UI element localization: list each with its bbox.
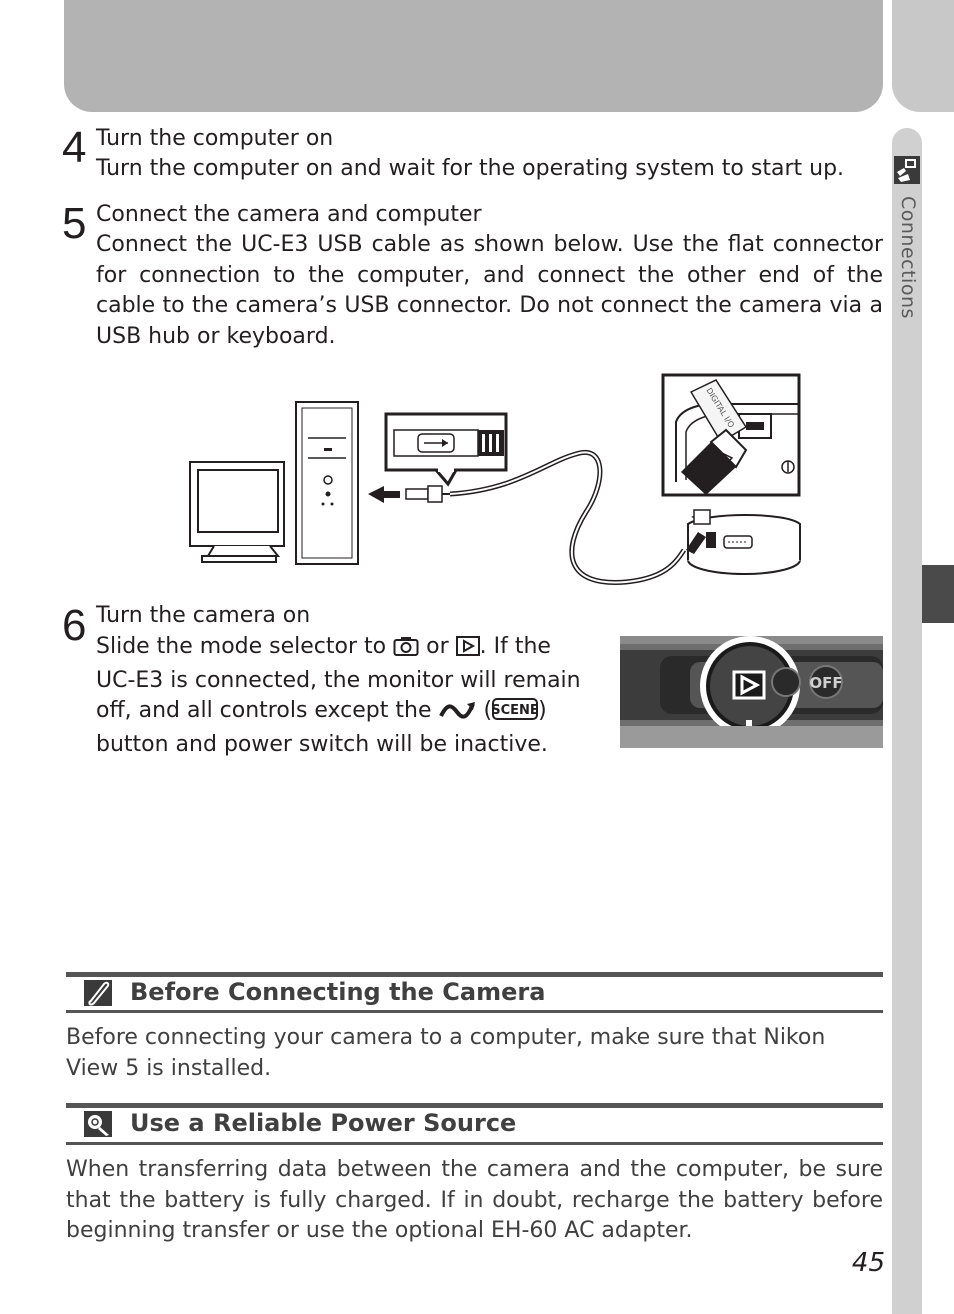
step-number: 6 xyxy=(62,601,87,650)
step-body: Turn the computer on and wait for the operating system to start up. xyxy=(96,156,845,181)
camera-mode-icon xyxy=(393,635,419,666)
step-number: 4 xyxy=(62,123,87,172)
note-body: Before connecting your camera to a computer, make sure that Nikon View 5 is installed. xyxy=(66,1025,826,1081)
note-body: When transferring data between the camera and the computer, be sure that the battery is fully charged. If in doubt, recharge the battery before beginning transfer or use the optional EH-60 AC adapter. xyxy=(66,1157,883,1243)
chapter-position-marker xyxy=(922,565,954,623)
scene-button-icon xyxy=(492,698,538,730)
page-number: 45 xyxy=(851,1248,885,1278)
transfer-icon xyxy=(439,699,477,730)
svg-text:OFF: OFF xyxy=(809,674,843,692)
header-bar xyxy=(64,0,883,112)
step-title: Turn the camera on xyxy=(96,603,311,628)
computer-tower-icon xyxy=(296,402,358,564)
note-title: Before Connecting the Camera xyxy=(130,978,546,1006)
connection-illustration xyxy=(186,372,806,592)
step-number: 5 xyxy=(62,199,87,248)
playback-mode-icon xyxy=(456,635,480,666)
camera-body-icon xyxy=(686,510,800,574)
mode-selector-illustration xyxy=(620,636,883,748)
pencil-note-icon xyxy=(84,980,112,1006)
svg-text:SCENE: SCENE xyxy=(492,703,539,718)
computer-monitor-icon xyxy=(190,462,284,562)
step-title: Turn the computer on xyxy=(96,126,334,151)
step-body: Slide the mode selector to or . If the UC-E3 is connected, the monitor will remain off, and all controls except the ( SCENE ) button and power switch will be inactive. xyxy=(96,634,581,757)
step-title: Connect the camera and computer xyxy=(96,202,482,227)
connections-icon xyxy=(894,156,920,184)
divider xyxy=(66,1142,883,1145)
note-title: Use a Reliable Power Source xyxy=(130,1109,517,1137)
divider xyxy=(66,1010,883,1013)
battery-caution-icon xyxy=(84,1111,112,1137)
usb-plug-detail xyxy=(386,414,506,484)
step-body: Connect the UC-E3 USB cable as shown below. Use the flat connector for connection to the computer, and connect the other end of the cable to the camera’s USB connector. Do not connect the camera via a USB hub or keyboard. xyxy=(96,232,883,349)
chapter-label: Connections xyxy=(897,196,919,319)
camera-usb-port-closeup xyxy=(663,375,799,495)
svg-text:DIGITAL I/O: DIGITAL I/O xyxy=(704,386,736,430)
insert-direction-arrow-icon xyxy=(368,486,400,503)
header-tab xyxy=(892,0,954,112)
